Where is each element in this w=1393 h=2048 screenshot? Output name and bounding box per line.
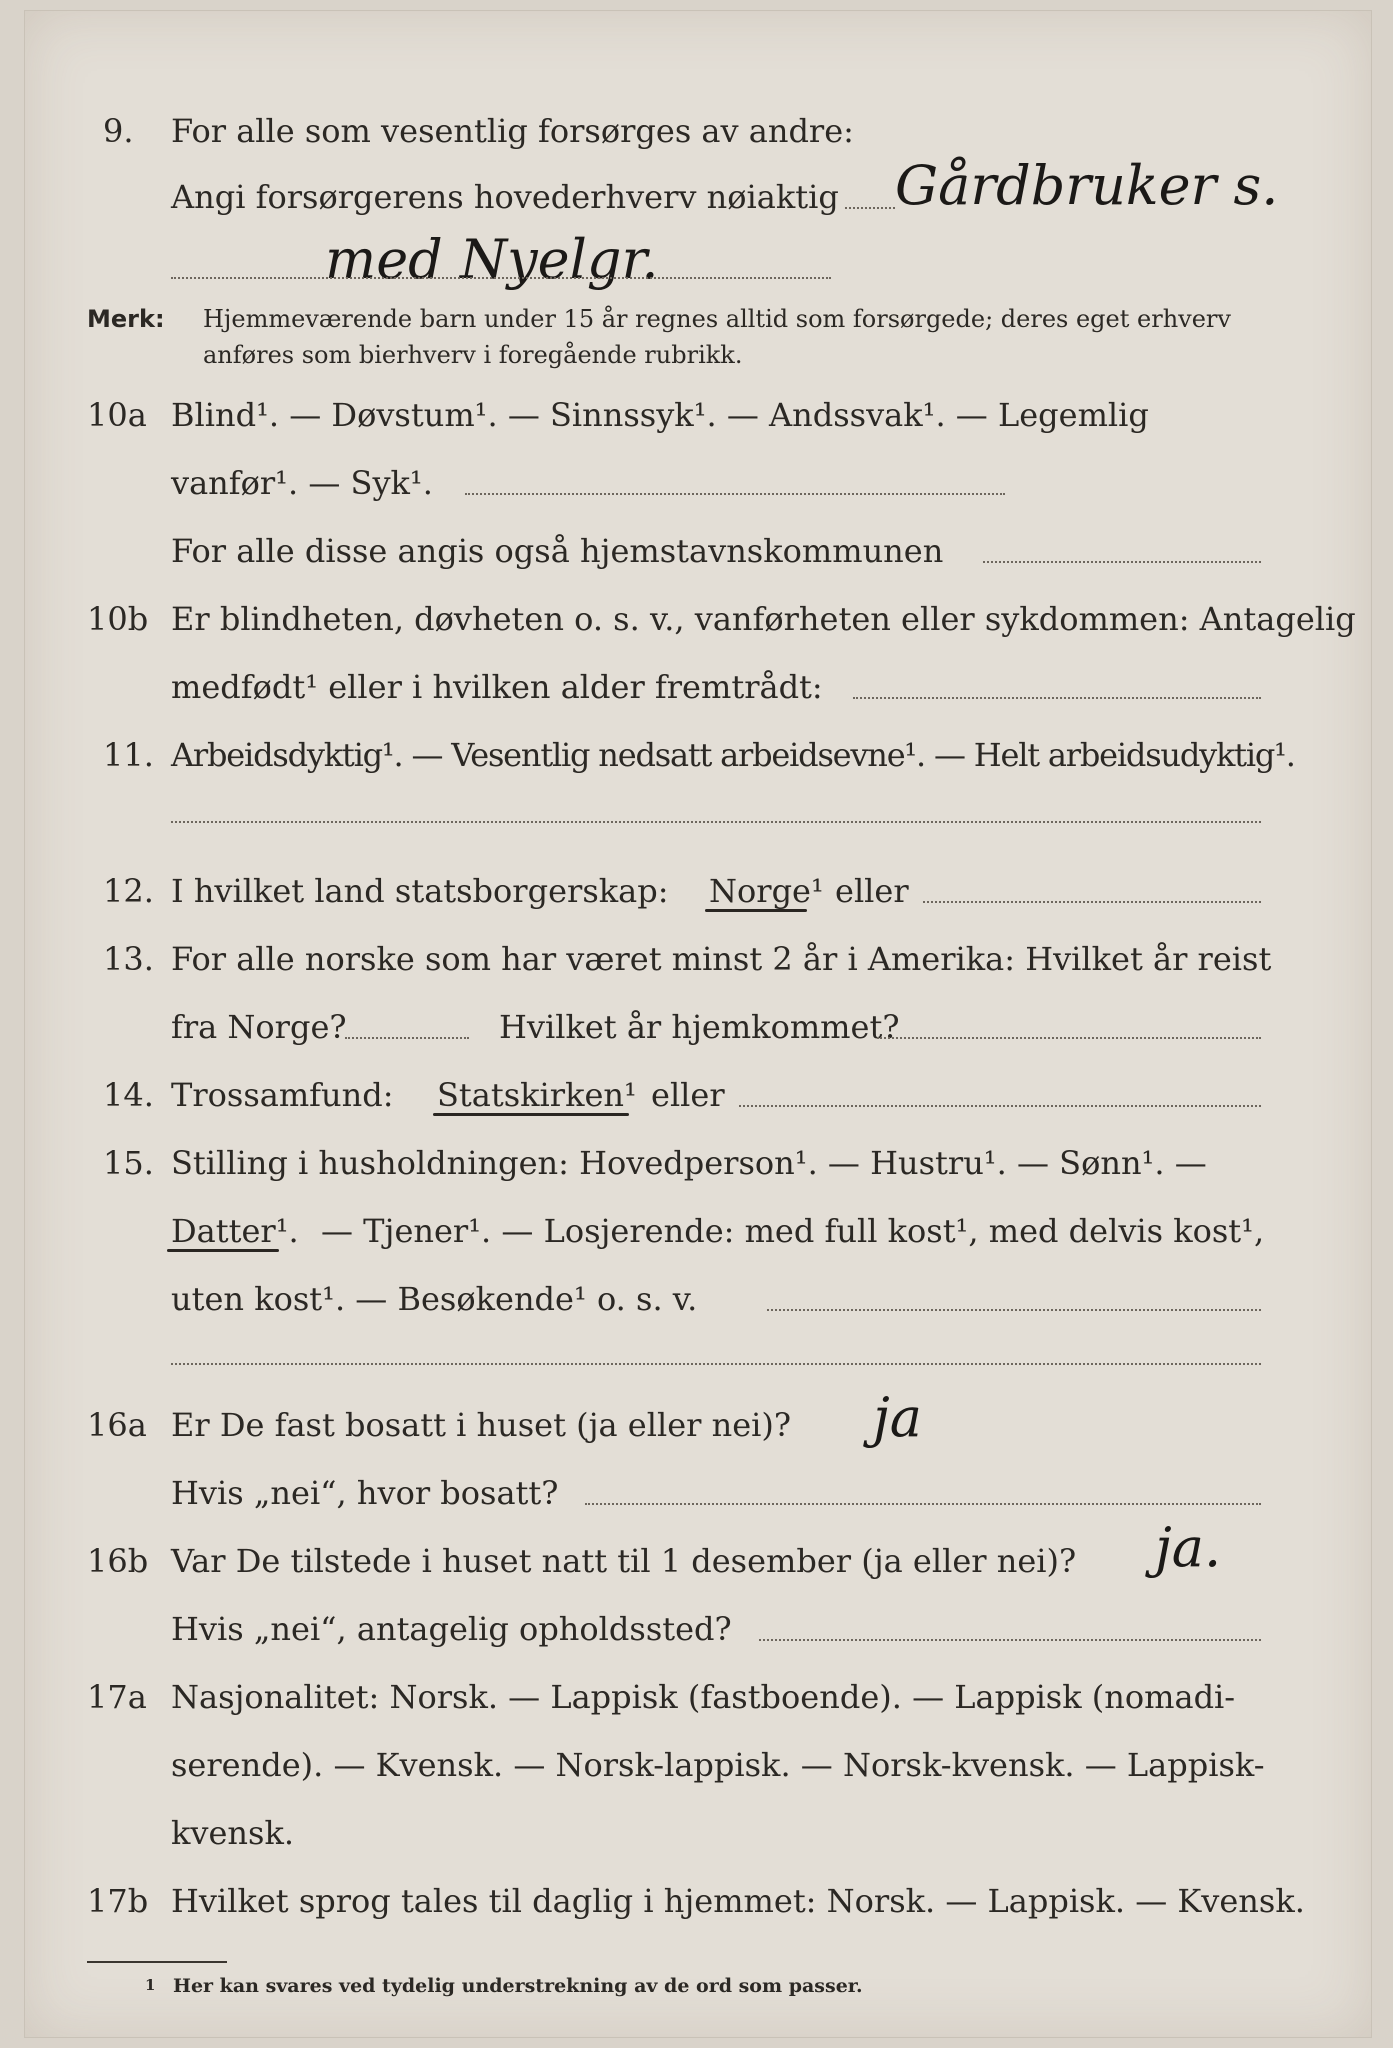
q13-line1: For alle norske som har været minst 2 år i Amerika: Hvilket år reist [171,940,1272,978]
census-form-page [24,10,1372,2038]
q9-handwritten-answer-1: Gårdbruker s. [895,154,1279,217]
q14-label: Trossamfund: [171,1076,394,1114]
q16a-line1: Er De fast bosatt i huset (ja eller nei)? [171,1406,792,1444]
q15-dotted-line-2 [171,1363,1261,1365]
q16b-dotted-line [759,1639,1261,1641]
q12-dotted-line [923,901,1261,903]
q12-eller: eller [835,872,909,910]
q9-line1: For alle som vesentlig forsørges av andre: [171,112,854,150]
q15-datter: Datter¹. [171,1212,299,1250]
q14-statskirken: Statskirken¹ [437,1076,637,1114]
q15-datter-underline [167,1249,279,1252]
q10a-line1: Blind¹. — Døvstum¹. — Sinnssyk¹. — Andssvak¹. — Legemlig [171,396,1149,434]
q10b-line2: medfødt¹ eller i hvilken alder fremtrådt: [171,668,823,706]
q16b-line1: Var De tilstede i huset natt til 1 desember (ja eller nei)? [171,1542,1077,1580]
q9-dotted-line-2 [171,277,831,279]
q14-dotted-line [739,1105,1261,1107]
q12-norge: Norge¹ [709,872,824,910]
q10a-line3: For alle disse angis også hjemstavnskommunen [171,532,944,570]
q10a-number: 10a [87,396,147,434]
q13-dotted-line-b [877,1037,1261,1039]
q9-dotted-line [845,207,895,209]
q9-line2: Angi forsørgerens hovederhverv nøiaktig [171,178,839,216]
q15-number: 15. [103,1144,154,1182]
merk-line2: anføres som bierhverv i foregående rubrikk. [203,341,743,369]
q10b-number: 10b [87,600,149,638]
q16a-dotted-line [585,1503,1261,1505]
q12-line1: I hvilket land statsborgerskap: [171,872,669,910]
q17a-number: 17a [87,1678,147,1716]
q14-eller: eller [651,1076,725,1114]
q11-number: 11. [103,736,154,774]
q9-number: 9. [103,112,134,150]
q16b-number: 16b [87,1542,149,1580]
q15-line3: uten kost¹. — Besøkende¹ o. s. v. [171,1280,698,1318]
q16a-number: 16a [87,1406,147,1444]
q16a-handwritten-answer: ja [873,1386,922,1449]
q11-dotted-line [171,821,1261,823]
q9-handwritten-answer-2: med Nyelgr. [325,228,659,291]
q17a-line3: kvensk. [171,1814,294,1852]
q14-number: 14. [103,1076,154,1114]
q15-line2: — Tjener¹. — Losjerende: med full kost¹, med delvis kost¹, [321,1212,1265,1250]
q11-line1: Arbeidsdyktig¹. — Vesentlig nedsatt arbeidsevne¹. — Helt arbeidsudyktig¹. [171,736,1295,774]
footnote-mark: 1 [145,1976,156,1994]
q13-line2a: fra Norge? [171,1008,347,1046]
merk-line1: Hjemmeværende barn under 15 år regnes alltid som forsørgede; deres eget erhverv [203,305,1231,333]
q17b-line1: Hvilket sprog tales til daglig i hjemmet: Norsk. — Lappisk. — Kvensk. [171,1882,1305,1920]
q10a-line2: vanfør¹. — Syk¹. [171,464,433,502]
q10b-line1: Er blindheten, døvheten o. s. v., vanførheten eller sykdommen: Antagelig [171,600,1356,638]
q15-dotted-line [767,1309,1261,1311]
q17a-line1: Nasjonalitet: Norsk. — Lappisk (fastboende). — Lappisk (nomadi- [171,1678,1236,1716]
q17b-number: 17b [87,1882,149,1920]
q17a-line2: serende). — Kvensk. — Norsk-lappisk. — Norsk-kvensk. — Lappisk- [171,1746,1265,1784]
q12-number: 12. [103,872,154,910]
q14-statskirken-underline [433,1113,629,1116]
q16b-handwritten-answer: ja. [1155,1516,1222,1579]
q16a-line2: Hvis „nei“, hvor bosatt? [171,1474,559,1512]
q15-line1: Stilling i husholdningen: Hovedperson¹. — Hustru¹. — Sønn¹. — [171,1144,1207,1182]
q13-dotted-line-a [345,1037,469,1039]
q10a-dotted-line [465,493,1005,495]
merk-label: Merk: [87,305,165,333]
q10b-dotted-line [853,697,1261,699]
footnote-text: Her kan svares ved tydelig understrekning av de ord som passer. [173,1975,863,1997]
q13-number: 13. [103,940,154,978]
q10a-dotted-line-2 [983,561,1261,563]
q12-norge-underline [705,909,807,912]
q16b-line2: Hvis „nei“, antagelig opholdssted? [171,1610,732,1648]
q13-line2b: Hvilket år hjemkommet? [499,1008,900,1046]
footnote-rule [87,1961,227,1963]
